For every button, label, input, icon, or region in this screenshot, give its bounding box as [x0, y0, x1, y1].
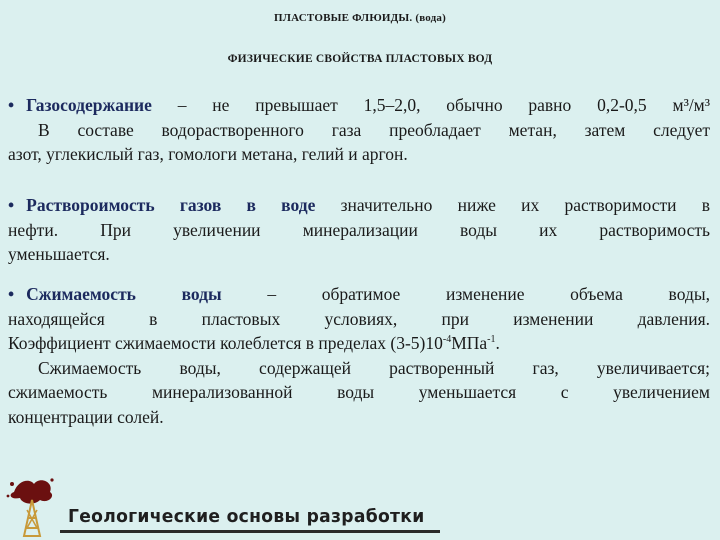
gas-content-text-2: В составе водорастворенного газа преобладает метан, затем следует — [38, 119, 710, 140]
bullet-solubility — [8, 193, 710, 267]
exponent-2: -1 — [487, 334, 496, 346]
unit: МПа — [451, 333, 488, 353]
solubility-text-1: значительно ниже их растворимости в — [315, 195, 710, 215]
exponent-1: -4 — [442, 334, 452, 346]
term-solubility: Раствороимость газов в воде — [26, 195, 316, 215]
compressibility-text-4: Сжимаемость воды, содержащей растворенный газ, увеличивается; — [38, 357, 710, 378]
bullet-compressibility — [8, 282, 710, 429]
bullet-dot: • — [8, 284, 15, 304]
term-compressibility: Сжимаемость воды — [26, 284, 222, 304]
bullet-gas-content — [8, 93, 710, 167]
sentence-end: . — [495, 333, 500, 353]
term-gas-content: Газосодержание — [26, 95, 152, 115]
footer — [0, 470, 720, 540]
gas-content-text-1: – не превышает 1,5–2,0, обычно равно 0,2-0,5 м³/м³ — [151, 95, 710, 115]
slide-subtitle: ФИЗИЧЕСКИЕ СВОЙСТВА ПЛАСТОВЫХ ВОД — [227, 53, 493, 65]
solubility-text-2: нефти. При увеличении минерализации воды их растворимость — [8, 219, 710, 240]
slide-header: ПЛАСТОВЫЕ ФЛЮИДЫ. (вода) — [274, 12, 446, 24]
oil-derrick-icon — [4, 474, 60, 538]
compressibility-text-2: находящейся в пластовых условиях, при изменении давления. — [8, 308, 710, 329]
footer-label: Геологические основы разработки — [68, 507, 425, 527]
compressibility-text-6: концентрации солей. — [8, 406, 164, 427]
bullet-dot: • — [8, 195, 15, 215]
footer-divider — [60, 530, 440, 533]
gas-content-text-3: азот, углекислый газ, гомологи метана, гелий и аргон. — [8, 144, 408, 164]
compressibility-text-3-line — [8, 331, 710, 356]
solubility-text-3: уменьшается. — [8, 244, 110, 264]
compressibility-text-3: Коэффициент сжимаемости колеблется в пределах (3-5)10 — [8, 333, 443, 353]
bullet-dot: • — [8, 95, 15, 115]
compressibility-text-1: – обратимое изменение объема воды, — [221, 284, 710, 304]
compressibility-text-5: сжимаемость минерализованной воды уменьшается с увеличением — [8, 382, 710, 402]
